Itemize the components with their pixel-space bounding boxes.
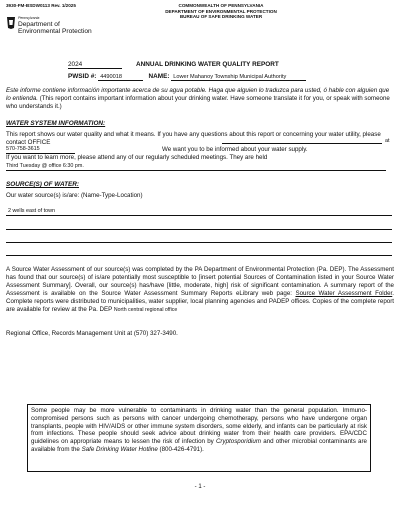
name-label: NAME: <box>148 73 170 80</box>
source-water-folder-link[interactable]: Source Water Assessment Folder <box>295 290 393 297</box>
report-title: ANNUAL DRINKING WATER QUALITY REPORT <box>136 61 279 68</box>
notice-text2: and other microbial contaminants are available from the <box>31 438 367 453</box>
intro-english: (This report contains important information about your drinking water. Have someone translate it for you, or speak with someone who understands it.) <box>6 95 390 110</box>
agency-line1: COMMONWEALTH OF PENNSYLVANIA <box>178 3 264 8</box>
vulnerable-population-notice <box>27 404 371 472</box>
notice-crypto: Cryptosporidium <box>215 438 262 446</box>
agency-block <box>136 3 306 20</box>
water-system-text1: This report shows our water quality and what it means. If you have any questions about this report or concerning your water utility, please contact OFFICE <box>6 131 381 146</box>
report-title-row <box>68 61 279 69</box>
pwsid-value: 4490018 <box>98 74 143 81</box>
logo-state: Pennsylvania <box>18 16 40 20</box>
meeting-schedule: Third Tuesday @ office 6:30 pm. <box>6 163 84 169</box>
at-label: at <box>385 138 390 144</box>
source-entry: 2 wells east of town <box>8 208 56 214</box>
water-system-text <box>6 131 394 147</box>
regional-office-fill: North central regional office <box>113 307 178 313</box>
header <box>6 3 394 53</box>
report-year: 2024 <box>68 61 122 69</box>
sources-heading: SOURCE(S) OF WATER: <box>6 181 80 188</box>
contact-fill-line <box>222 143 382 144</box>
logo-dept-line1: Department of <box>18 21 60 28</box>
assessment-text2: . Complete reports were distributed to municipalities, water supplier, local planning agencies and PADEP offices. Copies of the complete report are available for review at the Pa. DEP <box>6 290 394 313</box>
water-system-text3: If you want to learn more, please attend any of our regularly scheduled meetings. They are held <box>6 154 268 161</box>
intro-paragraph <box>6 87 394 111</box>
agency-line3: BUREAU OF SAFE DRINKING WATER <box>179 14 263 20</box>
intro-spanish: Este informe contiene información importante acerca de su agua potable. Haga que alguien lo traduzca para usted, ó hable con alguien que lo entienda. <box>6 87 390 102</box>
source-line-1 <box>6 215 392 216</box>
form-number: 3930-FM-BSDW0113 Rev. 1/2025 <box>6 3 76 8</box>
logo-dept-line2: Environmental Protection <box>18 27 92 35</box>
notice-text1: Some people may be more vulnerable to contaminants in drinking water than the general population. Immuno-compromised persons such as persons with cancer undergoing chemotherapy, persons who have undergone organ transplants, people with HIV/AIDS or other immune system disorders, some elderly, and infants can be particularly at risk from infections. These people should seek advice about drinking water from their health care providers. EPA/CDC guidelines on appropriate means to lessen the risk of infection by <box>31 407 367 446</box>
keystone-icon <box>6 17 16 29</box>
notice-text3: (800-426-4791). <box>157 445 204 453</box>
assessment-paragraph <box>6 266 394 314</box>
contact-phone: 570-758-3615 <box>6 146 40 152</box>
sources-label: Our water source(s) is/are: (Name-Type-Location) <box>6 192 143 199</box>
source-line-4 <box>6 255 392 256</box>
source-line-3 <box>6 242 392 243</box>
meeting-fill-line <box>6 170 386 171</box>
records-office-line: Regional Office, Records Management Unit at (570) 327-3490. <box>6 330 178 337</box>
dep-logo <box>6 15 126 45</box>
pwsid-row <box>68 73 306 81</box>
pwsid-label: PWSID #: <box>68 73 97 80</box>
notice-hotline: Safe Drinking Water Hotline <box>81 445 158 453</box>
water-system-text2: We want you to be informed about your water supply. <box>162 146 308 153</box>
system-name: Lower Mahanoy Township Municipal Authority <box>171 74 306 81</box>
water-system-heading: WATER SYSTEM INFORMATION: <box>6 120 106 127</box>
source-line-2 <box>6 229 392 230</box>
assessment-text1: A Source Water Assessment of our source(s) was completed by the PA Department of Environmental Protection (Pa. DEP). The Assessment has found that our source(s) of is/are potentially most susceptible to [insert potential Sources of Contamination listed in your Source Water Assessment Summary]. Overall, our source(s) has/have [little, moderate, high] risk of significant contamination. A summary report of the Assessment is available on the Source Water Assessment Summary Reports eLibrary web page: <box>6 266 394 297</box>
agency-line2: DEPARTMENT OF ENVIRONMENTAL PROTECTION <box>165 8 277 14</box>
page-number: - 1 - <box>194 484 206 490</box>
